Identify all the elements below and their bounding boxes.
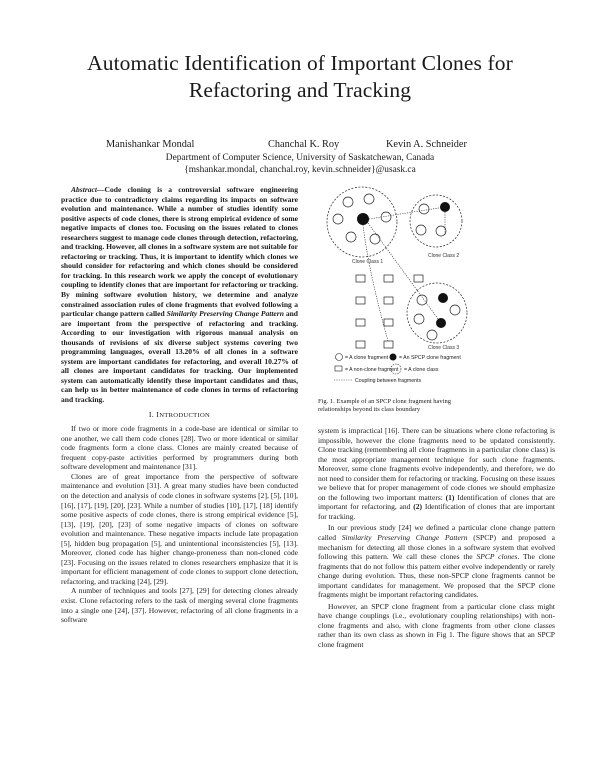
title-line-2: Refactoring and Tracking	[188, 78, 412, 102]
clone-class-2-circle	[410, 195, 462, 247]
author-3: Kevin A. Schneider	[386, 139, 467, 150]
author-1: Manishankar Mondal	[106, 139, 195, 150]
right-column	[318, 426, 555, 650]
abstract: Abstract—Code cloning is a controversial software engineering practice due to contradictory claims regarding its impacts on software evolution and maintenance. While a number of studies identify some positive aspects of code clones, there is strong empirical evidence of some negative impacts of clones too. Focusing on the issues related to clones researchers suggest to manage code clones through detection, refactoring, and tracking. However, all clones in a software system are not suitable for refactoring or tracking. Thus, it is important to identify which clones we should consider for refactoring and which clones should be considered for tracking. In this research work we apply the concept of evolutionary coupling to identify clones that are important for refactoring or tracking. By mining software evolution history, we determine and analyze constrained association rules of clone fragments that evolved following a particular change pattern called Similarity Preserving Change Pattern and are important from the perspective of refactoring and tracking. According to our investigation with rigorous manual analysis on thousands of revisions of six diverse subject systems covering two programming languages, overall 13.20% of all clones in a software system are important candidates for refactoring, and overall 10.27% of all clones are important candidates for tracking. Our implemented system can automatically identify these important candidates and thus, can help us in better maintenance of code clones in terms of refactoring and tracking.	[61, 185, 298, 405]
intro-paragraph-1: If two or more code fragments in a code-base are identical or similar to one another, we call them code clones [28]. Two or more identical or similar code fragments form a clone class. Clones are mainly created because of frequent copy-paste activities performed by programmers during both software development and maintenance [31].	[61, 424, 298, 472]
svg-text:= An SPCP clone fragment: = An SPCP clone fragment	[399, 355, 461, 361]
abstract-label: Abstract	[71, 185, 97, 194]
author-emails: {mshankar.mondal, chanchal.roy, kevin.schneider}@usask.ca	[184, 165, 416, 175]
author-2: Chanchal K. Roy	[268, 139, 340, 150]
right-paragraph-3: However, an SPCP clone fragment from a particular clone class might have change couplings (i.e., evolutionary coupling relationships) with non-clone fragments and also, with clone fragments from other clone classes rather than its own class as shown in Fig 1. The figure shows that an SPCP clone fragment	[318, 601, 555, 650]
svg-text:Coupling between fragments: Coupling between fragments	[355, 378, 422, 384]
spcp-fragment-1	[357, 213, 369, 225]
svg-text:= A non-clone fragment: = A non-clone fragment	[345, 367, 399, 373]
clone-class-3-label: Clone Class 3	[428, 345, 460, 351]
intro-paragraph-2: Clones are of great importance from the perspective of software maintenance and evolution [31]. A great many studies have been conducted on the detection and analysis of code clones in software systems [2], [5], [10], [16], [17], [19], [20], [23]. While a number of studies [10], [17], [18] identify some positive aspects of code clones, there is strong empirical evidence [5], [13], [19], [20], [23] of some negative impacts of clones on software evolution and maintenance. These negative impacts include late propagation [5], hidden bug propagation [5], and unintentional inconsistencies [5], [13]. Moreover, cloned code has higher change-proneness than non-cloned code [23]. Focusing on the issues related to clones researchers emphasize that it is important for efficient management of code clones to support clone detection, refactoring, and tracking [24], [29].	[61, 471, 298, 586]
author-list	[100, 139, 520, 153]
left-column	[61, 185, 298, 625]
clone-class-2-label: Clone Class 2	[428, 253, 460, 259]
figure-legend	[334, 354, 461, 385]
figure-1-diagram	[318, 185, 468, 395]
affiliation: Department of Computer Science, University of Saskatchewan, Canada	[165, 153, 435, 163]
paper-title	[40, 50, 560, 104]
svg-text:= A clone class: = A clone class	[404, 367, 439, 373]
figure-1-caption: Fig. 1. Example of an SPCP clone fragment having relationships beyond its class boundary	[318, 398, 451, 413]
clone-class-1-label: Clone Class 1	[352, 259, 384, 265]
svg-text:= A clone fragment: = A clone fragment	[345, 355, 389, 361]
right-paragraph-2: In our previous study [24] we defined a particular clone change pattern called Similarity Preserving Change Pattern (SPCP) and proposed a mechanism for detecting all those clones in a software system that evolved following this pattern. We call these clones the SPCP clones. The clone fragments that do not follow this pattern either evolve independently or rarely change during evolution. Thus, these non-SPCP clone fragments cannot be important candidates for management. We proposed that the SPCP clone fragments might be important refactoring candidates.	[318, 523, 556, 600]
abstract-italic-term: Similarity Preserving Change Pattern	[166, 309, 284, 319]
title-line-1: Automatic Identification of Important Clones for	[87, 51, 513, 75]
right-paragraph-1: system is impractical [16]. There can be situations where clone refactoring is impossible, however the clone fragments need to be updated consistently. Clone tracking (remembering all clone fragments in a particular clone class) is the most appropriate management technique for such clone fragments. Moreover, some clone fragments evolve independently, and therefore, we do not need to consider them for refactoring or tracking. Focusing on these issues we believe that for proper management of code clones we should emphasize on the following two important matters: (1) Identification of clones that are important for refactoring, and (2) Identification of clones that are important for tracking.	[318, 426, 556, 521]
coupling-links	[363, 207, 445, 341]
coupled-non-clone-fragment	[384, 341, 393, 348]
intro-paragraph-3: A number of techniques and tools [27], [29] for detecting clones already exist. Clone refactoring refers to the task of merging several clone fragments into a single one [24], [37]. However, refactoring of all clone fragments in a software	[61, 586, 298, 625]
section-heading-introduction: I. INTRODUCTION	[148, 409, 211, 419]
